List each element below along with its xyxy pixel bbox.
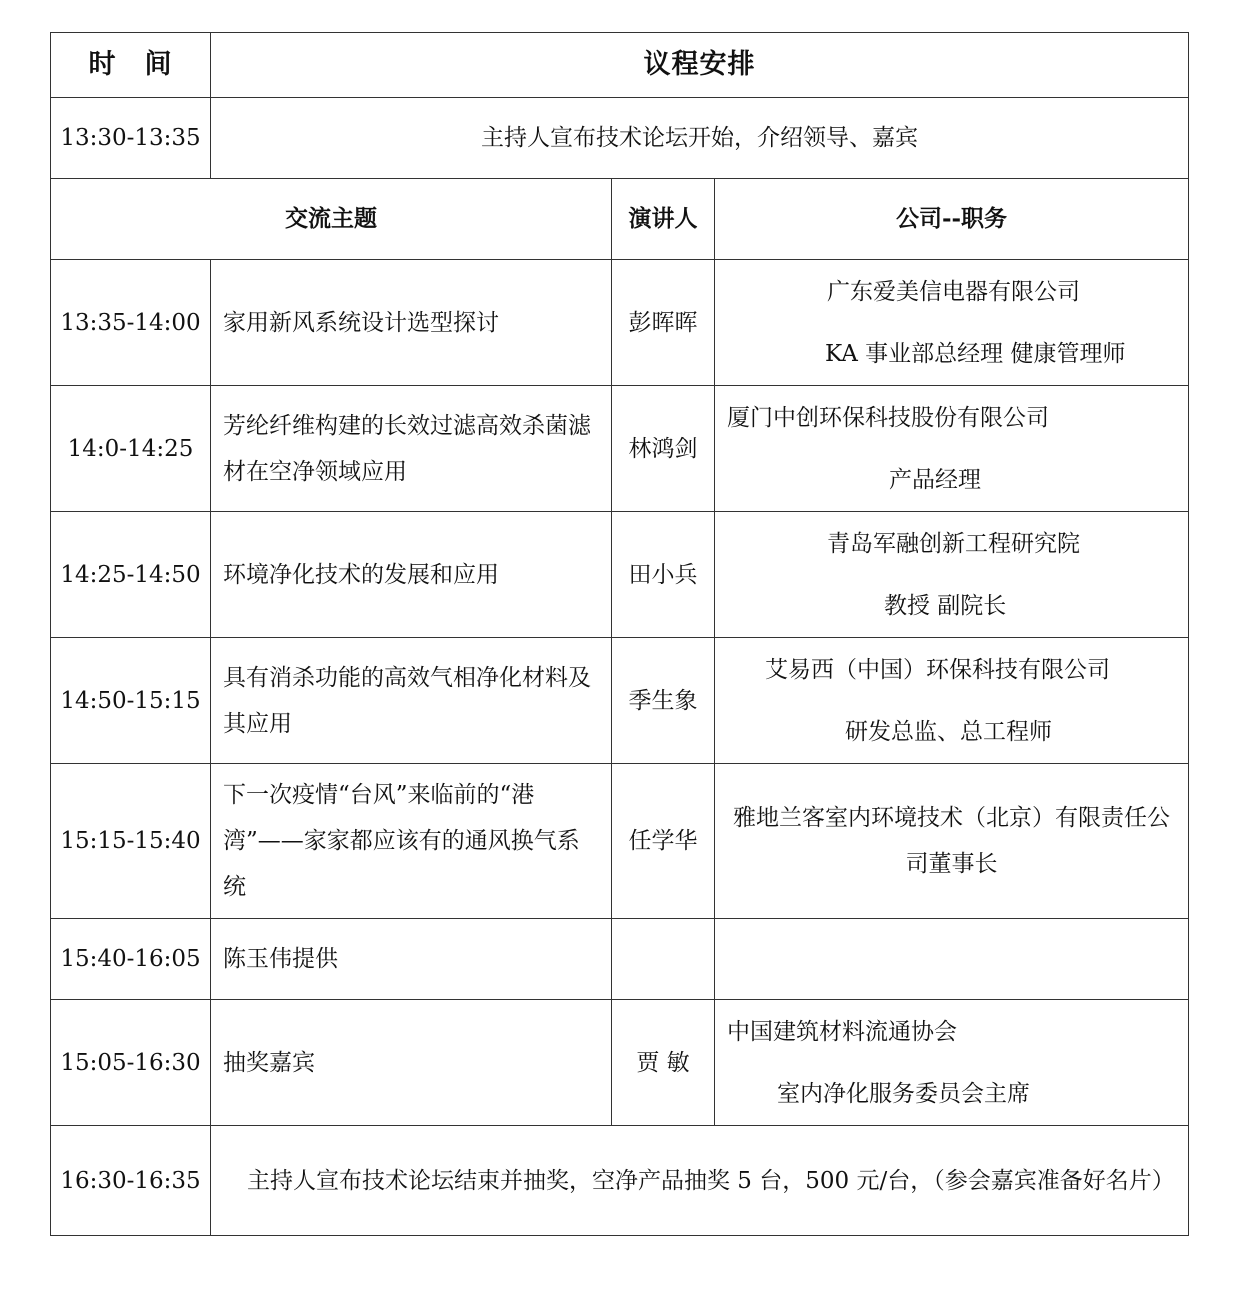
time-cell: [50, 918, 211, 1000]
company-cell: [714, 385, 1189, 512]
session-time: 15:40-16:05: [60, 946, 201, 972]
time-cell: [50, 637, 211, 764]
session-title: 研发总监、总工程师: [845, 718, 1052, 745]
session-company: 艾易西（中国）环保科技有限公司: [765, 656, 1110, 683]
time-cell: [50, 763, 211, 919]
speaker-column-header: [611, 178, 715, 260]
topic-cell: [210, 637, 612, 764]
table-row: [50, 637, 1189, 764]
session-speaker: 彭晖晖: [628, 309, 698, 336]
opening-row: [50, 97, 1189, 179]
subheader-row: [50, 178, 1189, 260]
session-speaker: 贾 敏: [636, 1049, 690, 1076]
session-topic: 家用新风系统设计选型探讨: [223, 309, 499, 336]
speaker-cell: [611, 385, 715, 512]
company-cell: [714, 511, 1189, 638]
company-cell: [714, 918, 1189, 1000]
table-row: [50, 511, 1189, 638]
session-topic: 下一次疫情“台风”来临前的“港湾”——家家都应该有的通风换气系统: [223, 782, 580, 900]
time-cell: [50, 999, 211, 1126]
session-topic: 陈玉伟提供: [223, 946, 338, 972]
opening-text: 主持人宣布技术论坛开始，介绍领导、嘉宾: [481, 125, 918, 151]
agenda-header-label: 议程安排: [643, 49, 756, 80]
company-cell: [714, 637, 1189, 764]
company-header-label: 公司--职务: [895, 205, 1008, 232]
time-cell: [50, 259, 211, 386]
topic-cell: [210, 999, 612, 1126]
table-row: [50, 385, 1189, 512]
table-row: [50, 259, 1189, 386]
session-title: 教授 副院长: [884, 592, 1007, 619]
session-topic: 具有消杀功能的高效气相净化材料及其应用: [223, 664, 591, 737]
time-cell: [50, 511, 211, 638]
session-time: 15:15-15:40: [60, 828, 201, 854]
company-cell: [714, 999, 1189, 1126]
table-row: [50, 999, 1189, 1126]
speaker-cell: [611, 763, 715, 919]
table-row: [50, 763, 1189, 919]
speaker-cell: [611, 999, 715, 1126]
speaker-cell: [611, 259, 715, 386]
topic-header-label: 交流主题: [285, 205, 377, 232]
time-header-label: 时 间: [88, 49, 173, 80]
header-row: [50, 32, 1189, 98]
session-topic: 芳纶纤维构建的长效过滤高效杀菌滤材在空净领域应用: [223, 412, 591, 485]
time-column-header: [50, 32, 211, 98]
session-title: 产品经理: [889, 466, 981, 493]
session-topic: 环境净化技术的发展和应用: [223, 561, 499, 588]
session-company: 广东爱美信电器有限公司: [827, 278, 1080, 305]
opening-time: 13:30-13:35: [60, 125, 201, 151]
session-time: 14:25-14:50: [60, 561, 201, 588]
speaker-cell: [611, 918, 715, 1000]
time-cell: [50, 1125, 211, 1236]
closing-time: 16:30-16:35: [60, 1167, 201, 1194]
session-time: 13:35-14:00: [60, 309, 201, 336]
speaker-cell: [611, 637, 715, 764]
company-column-header: [714, 178, 1189, 260]
topic-cell: [210, 763, 612, 919]
topic-cell: [210, 259, 612, 386]
speaker-header-label: 演讲人: [628, 205, 698, 232]
session-title: 室内净化服务委员会主席: [777, 1080, 1030, 1107]
topic-cell: [210, 918, 612, 1000]
speaker-cell: [611, 511, 715, 638]
session-speaker: 季生象: [628, 687, 698, 714]
session-speaker: 任学华: [628, 828, 698, 854]
opening-cell: [210, 97, 1189, 179]
topic-column-header: [50, 178, 612, 260]
session-time: 14:50-15:15: [60, 687, 201, 714]
session-company: 中国建筑材料流通协会: [727, 1018, 957, 1045]
session-time: 15:05-16:30: [60, 1049, 201, 1076]
company-cell: [714, 259, 1189, 386]
session-company: 青岛军融创新工程研究院: [827, 530, 1080, 557]
session-title: KA 事业部总经理 健康管理师: [825, 340, 1126, 367]
company-cell: [714, 763, 1189, 919]
session-speaker: 田小兵: [628, 561, 698, 588]
time-cell: [50, 97, 211, 179]
closing-text: 主持人宣布技术论坛结束并抽奖，空净产品抽奖 5 台，500 元/台，（参会嘉宾准备好名片）: [247, 1167, 1175, 1194]
closing-row: [50, 1125, 1189, 1236]
agenda-table: [50, 32, 1189, 1238]
topic-cell: [210, 385, 612, 512]
closing-cell: [210, 1125, 1189, 1236]
topic-cell: [210, 511, 612, 638]
session-company: 雅地兰客室内环境技术（北京）有限责任公司董事长: [733, 805, 1170, 877]
agenda-column-header: [210, 32, 1189, 98]
time-cell: [50, 385, 211, 512]
session-company: 厦门中创环保科技股份有限公司: [727, 404, 1049, 431]
session-speaker: 林鸿剑: [628, 435, 698, 462]
session-topic: 抽奖嘉宾: [223, 1049, 315, 1076]
session-time: 14:0-14:25: [67, 435, 194, 462]
table-row: [50, 918, 1189, 1000]
